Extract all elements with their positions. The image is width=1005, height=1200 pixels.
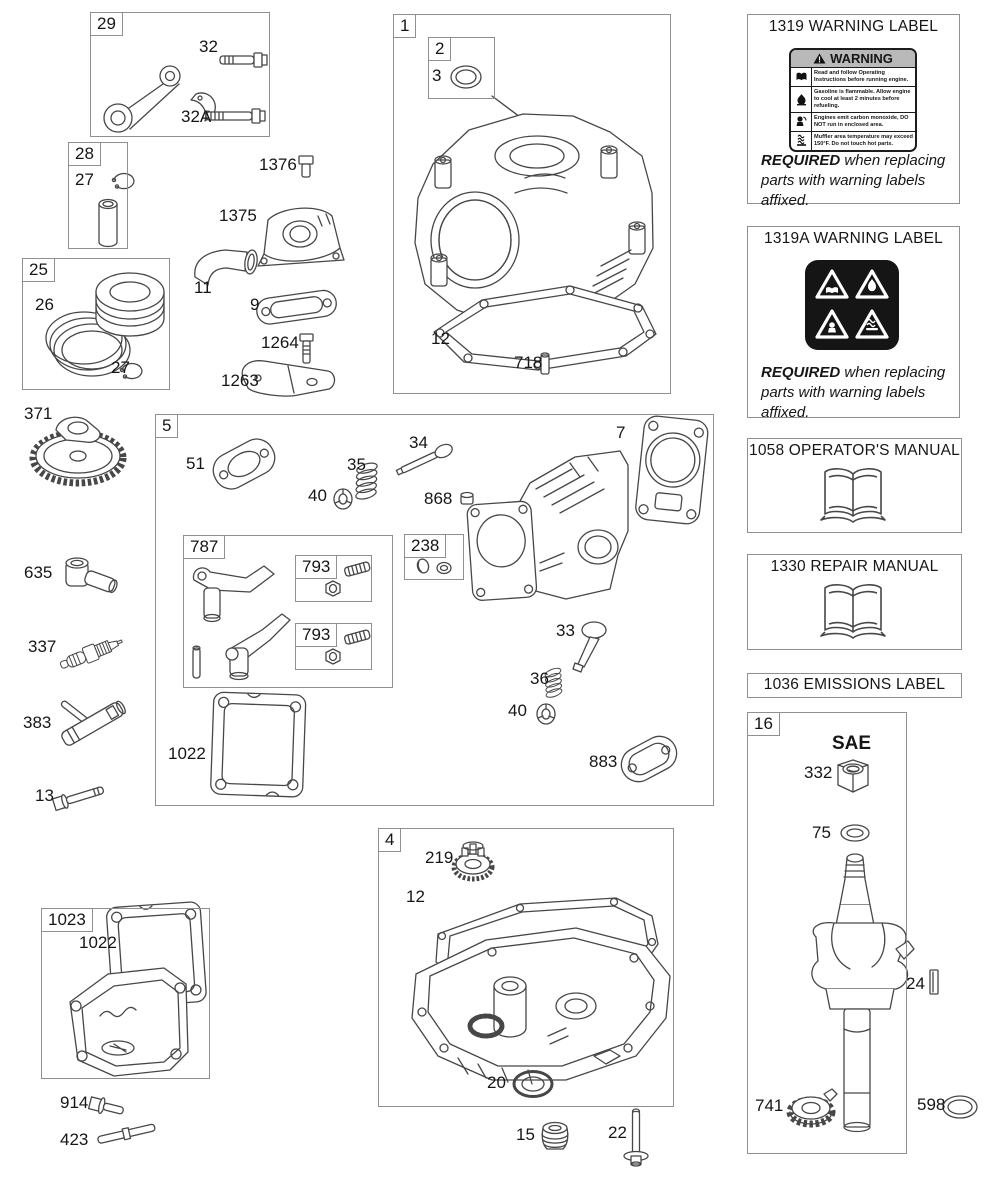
part-callout-27: 27 [111,358,130,377]
group-box-28 [68,142,128,249]
part-callout-1263: 1263 [221,371,259,390]
spark-plug-wrench-drawing [60,700,127,747]
box-tag-787: 787 [183,535,225,559]
part-callout-9: 9 [250,295,260,314]
part-callout-15: 15 [516,1125,535,1144]
warning-header [791,50,915,67]
part-callout-35: 35 [347,455,366,474]
part-callout-337: 337 [28,637,57,656]
part-callout-51: 51 [186,454,205,473]
part-callout-SAE: SAE [832,733,872,754]
sump-bolt-drawing [624,1109,648,1166]
operating-instructions-icon [791,68,812,86]
camshaft-gear-drawing [33,417,123,483]
operators-manual-panel [747,438,962,533]
head-bolt-drawing [52,783,105,811]
part-callout-1264: 1264 [261,333,299,352]
box-tag-5: 5 [155,414,178,438]
part-callout-20: 20 [487,1073,506,1092]
warning-row-text: Read and follow Operating Instructions before running engine. [814,70,909,83]
warning-row-text: Gasoline is flammable. Allow engine to cool at least 2 minutes before refueling. [814,88,911,109]
part-callout-36: 36 [530,669,549,688]
spark-plug-drawing [58,633,125,673]
part-callout-423: 423 [60,1130,89,1149]
part-callout-883: 883 [589,752,618,771]
emissions-label-panel [747,673,962,698]
group-box-25 [22,258,170,390]
required-note [761,363,947,423]
dowel-stud-drawing [97,1122,156,1146]
box-tag-1: 1 [393,14,416,38]
part-callout-75: 75 [812,823,831,842]
box-tag-28: 28 [68,142,101,166]
warning-row [791,67,915,86]
box-tag-793: 793 [295,555,337,579]
warning-row [791,112,915,131]
part-callout-598: 598 [917,1095,946,1114]
required-bold: REQUIRED [761,364,841,381]
box-tag-2: 2 [428,37,451,61]
panel-title-1319a: 1319A WARNING LABEL [764,230,943,247]
hot-surface-icon [791,132,812,150]
part-callout-914: 914 [60,1093,89,1112]
box-tag-29: 29 [90,12,123,36]
carbon-monoxide-icon [791,113,812,131]
group-box-1023 [41,908,210,1079]
repair-manual-panel [747,554,962,650]
part-callout-1022: 1022 [168,744,206,763]
part-callout-219: 219 [425,848,454,867]
panel-title-1319: 1319 WARNING LABEL [768,18,939,35]
box-tag-793: 793 [295,623,337,647]
manual-book-icon [817,464,889,524]
part-callout-868: 868 [424,489,453,508]
part-callout-27: 27 [75,170,94,189]
part-callout-1376: 1376 [259,155,297,174]
flammable-gasoline-icon [791,87,812,112]
part-callout-32A: 32A [181,107,212,126]
shield-bolt-drawing [300,334,313,363]
warning-header-text: WARNING [830,51,893,66]
required-text: when replacing parts with warning labels affixed. [761,152,946,209]
box-tag-25: 25 [22,258,55,282]
part-callout-26: 26 [35,295,54,314]
box-tag-16: 16 [747,712,780,736]
group-box-793a [295,555,372,602]
part-callout-371: 371 [24,404,53,423]
breather-bolt-drawing [299,156,313,177]
part-callout-383: 383 [23,713,52,732]
required-note [761,151,947,211]
part-callout-40: 40 [308,486,327,505]
group-box-238 [404,534,464,580]
box-tag-238: 238 [404,534,446,558]
part-callout-33: 33 [556,621,575,640]
part-callout-11: 11 [194,278,212,297]
required-bold: REQUIRED [761,152,841,169]
warning-row [791,86,915,112]
retaining-ring-598-drawing [943,1096,977,1118]
box-tag-4: 4 [378,828,401,852]
oil-drain-plug-drawing [542,1123,568,1150]
part-callout-635: 635 [24,563,53,582]
warning-row-text: Muffler area temperature may exceed 150°F. Do not touch hot parts. [814,133,913,147]
group-box-4 [378,828,674,1107]
panel-title-1058: 1058 OPERATOR'S MANUAL [749,442,960,459]
crankshaft-key-drawing [930,970,938,994]
breather-cover-drawing [258,208,344,266]
part-callout-332: 332 [804,763,833,782]
group-box-29 [90,12,270,137]
part-callout-12: 12 [431,329,450,348]
cover-bolt-drawing [88,1095,125,1119]
part-callout-32: 32 [199,37,218,56]
part-callout-1375: 1375 [219,206,257,225]
warning-label-1319a-panel [747,226,960,421]
part-callout-741: 741 [755,1096,784,1115]
panel-title-1330: 1330 REPAIR MANUAL [770,558,939,575]
warning-row [791,131,915,150]
warning-label-1319-panel [747,14,960,209]
warning-pictograms [804,259,900,353]
required-text: when replacing parts with warning labels affixed. [761,364,946,421]
group-box-793b [295,623,372,670]
part-callout-22: 22 [608,1123,627,1142]
part-callout-12: 12 [406,887,425,906]
panel-title-1036: 1036 EMISSIONS LABEL [763,676,946,693]
warning-row-text: Engines emit carbon monoxide, DO NOT run in enclosed area. [814,114,909,128]
part-callout-40: 40 [508,701,527,720]
exhaust-gasket-drawing [255,289,338,326]
part-callout-7: 7 [616,423,626,442]
oil-fill-elbow-drawing [66,558,119,594]
box-tag-1023: 1023 [41,908,93,932]
part-callout-13: 13 [35,786,54,805]
part-callout-1022: 1022 [79,933,117,952]
part-callout-34: 34 [409,433,428,452]
warning-triangle-icon [813,53,826,64]
manual-book-icon [817,580,889,640]
part-callout-718: 718 [514,353,543,372]
part-callout-3: 3 [432,66,442,85]
warning-label-graphic [789,48,917,152]
part-callout-24: 24 [906,974,925,993]
